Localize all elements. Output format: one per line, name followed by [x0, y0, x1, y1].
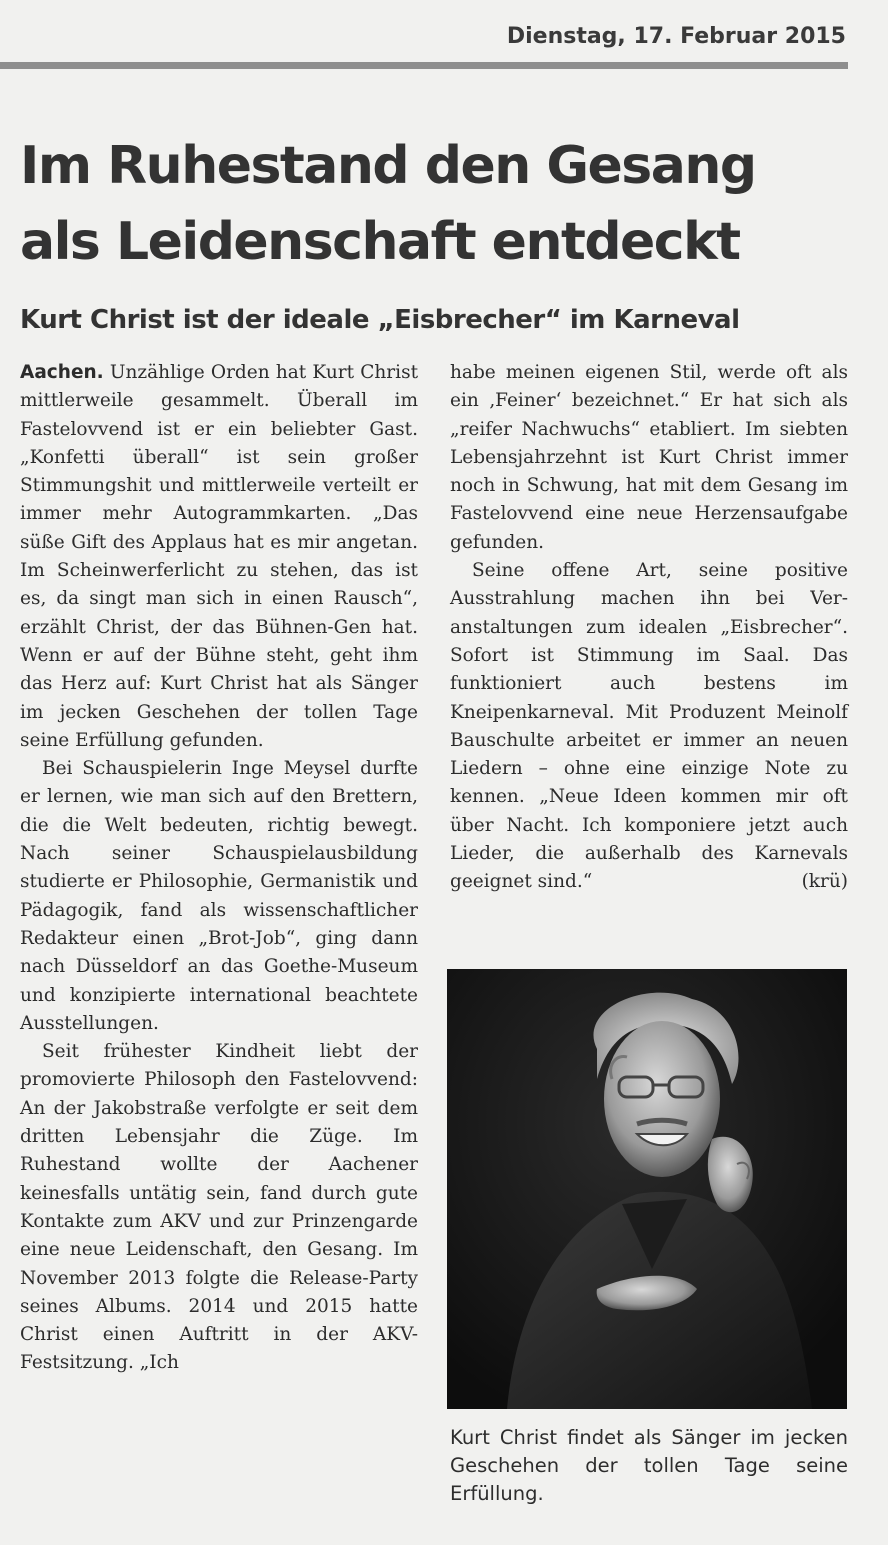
article-column-right — [450, 359, 848, 897]
headline — [20, 128, 860, 280]
issue-date: Dienstag, 17. Februar 2015 — [506, 24, 846, 49]
dateline-place: Aachen. — [20, 362, 104, 383]
paragraph-5-text: Seine offene Art, seine positive Ausstrahlung machen ihn bei Veranstaltungen zum idealen „Eisbrecher“. Sofort ist Stimmung im Saal. Das funktioniert auch bestens im Kneipenkarneval. Mit Produzent Meinolf Bauschulte arbeitet er immer an neuen Liedern – ohne eine einzige Note zu kennen. „Neue Ideen kommen mir oft über Nacht. Ich komponiere jetzt auch Lieder, die außerhalb des Karnevals geeignet sind.“ — [450, 560, 848, 893]
article-column-left — [20, 359, 418, 1378]
headline-line-2: als Leidenschaft entdeckt — [20, 212, 740, 272]
subheadline — [20, 300, 860, 340]
subhead-name: Kurt Christ — [20, 305, 175, 335]
article-paragraph-3: Seit frühester Kindheit liebt der promovierte Philosoph den Fastelovvend: An der Jakobstraße verfolgte er seit dem dritten Lebensjahr die Züge. Im Ruhestand wollte der Aachener keinesfalls untätig sein, fand durch gute Kontakte zum AKV und zur Prinzengarde eine neue Leidenschaft, den Gesang. Im November 2013 folgte die Release-Party seines Albums. 2014 und 2015 hatte Christ einen Auftritt in der AKV-Festsitzung. „Ich — [20, 1041, 418, 1374]
author-initials: (krü) — [801, 871, 848, 893]
header-rule — [0, 62, 848, 69]
article-paragraph-2: Bei Schauspielerin Inge Meysel durfte er lernen, wie man sich auf den Brettern, die die Welt bedeuten, richtig bewegt. Nach seiner Schauspielausbildung studierte er Philosophie, Germanistik und Pädagogik, fand als wissenschaftlicher Redakteur einen „Brot-Job“, ging dann nach Düsseldorf an das Goethe-Museum und konzipierte international beachtete Ausstellungen. — [20, 758, 418, 1034]
portrait-illustration — [447, 969, 847, 1409]
article-paragraph-4: habe meinen eigenen Stil, werde oft als ein ‚Feiner‘ bezeichnet.“ Er hat sich als „reifer Nachwuchs“ etabliert. Im siebten Lebensjahrzehnt ist Kurt Christ immer noch in Schwung, hat mit dem Gesang im Fastelovvend eine neue Herzensaufgabe gefunden. — [450, 362, 848, 553]
headline-line-1: Im Ruhestand den Gesang — [20, 136, 756, 196]
article-paragraph-1 — [20, 359, 418, 755]
portrait-photo — [447, 969, 847, 1409]
article-paragraph-5 — [450, 557, 848, 897]
photo-caption: Kurt Christ findet als Sänger im jecken Geschehen der tollen Tage seine Erfüllung. — [450, 1426, 848, 1505]
subhead-text: ist der ideale „Eisbrecher“ im Karneval — [174, 305, 740, 335]
paragraph-1-text: Unzählige Orden hat Kurt Christ mittlerweile gesammelt. Überall im Fastelovvend ist er ein beliebter Gast. „Konfetti überall“ ist sein großer Stimmungshit und mittlerweile verteilt er immer mehr Autogrammkarten. „Das süße Gift des Applaus hat es mir angetan. Im Scheinwerferlicht zu stehen, das ist es, da singt man sich in einen Rausch“, erzählt Christ, der das Bühnen-Gen hat. Wenn er auf der Bühne steht, geht ihm das Herz auf: Kurt Christ hat als Sänger im jecken Geschehen der tollen Tage seine Erfüllung gefunden. — [20, 362, 418, 751]
